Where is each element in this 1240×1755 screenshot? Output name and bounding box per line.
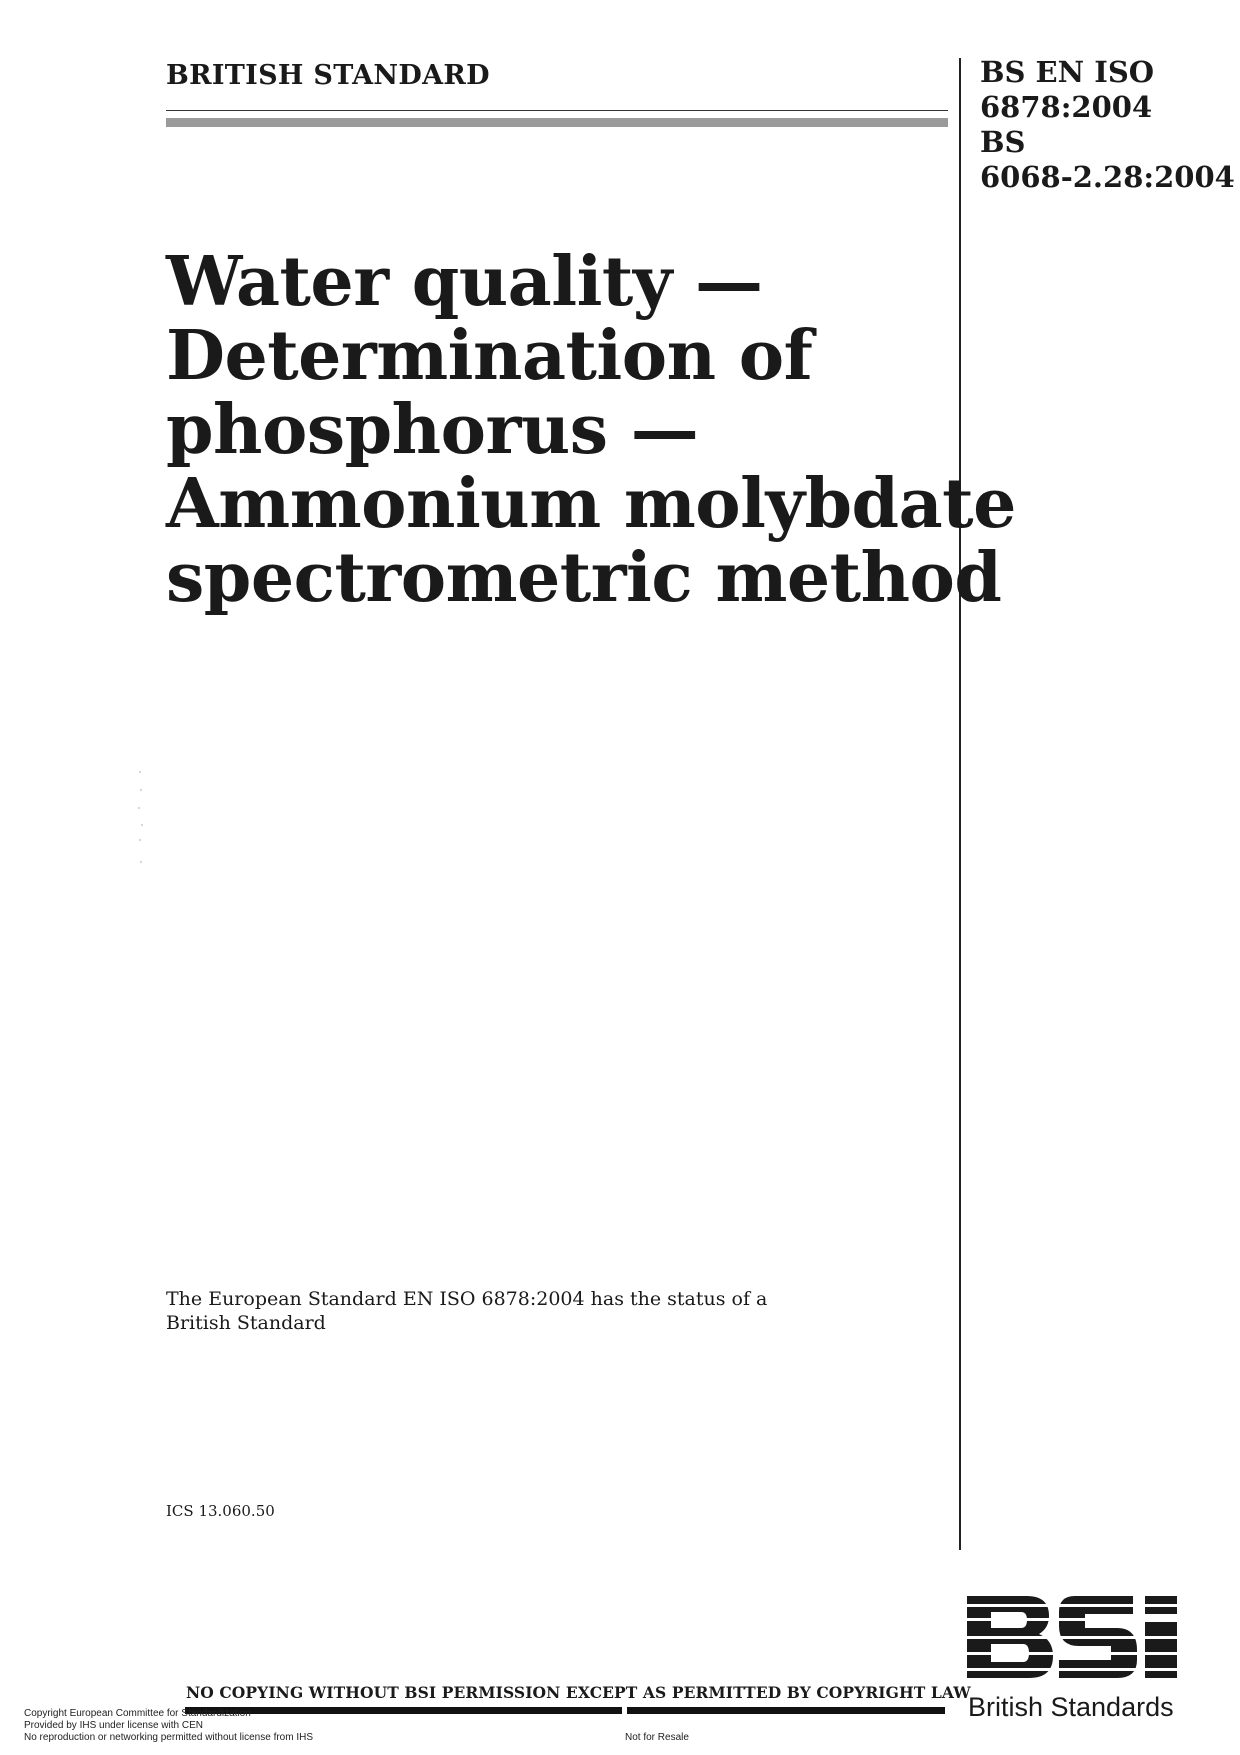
title-line: Water quality — xyxy=(166,242,763,322)
fine-print-line: Provided by IHS under license with CEN xyxy=(24,1720,203,1731)
fine-print-line: Copyright European Committee for Standardization xyxy=(24,1708,251,1719)
header-divider-thin xyxy=(166,110,948,111)
doc-number-line: BS xyxy=(980,125,1026,159)
title-line: Ammonium molybdate xyxy=(166,464,1016,544)
resale-notice: Not for Resale xyxy=(625,1732,689,1743)
document-numbers xyxy=(980,55,1235,195)
status-line: British Standard xyxy=(166,1312,326,1334)
status-line: The European Standard EN ISO 6878:2004 has the status of a xyxy=(166,1288,768,1310)
scan-specks xyxy=(138,770,144,870)
doc-number-line: 6068-2.28:2004 xyxy=(980,160,1235,194)
document-title xyxy=(166,242,1016,618)
ics-code: ICS 13.060.50 xyxy=(166,1502,275,1520)
fine-print-line: No reproduction or networking permitted without license from IHS xyxy=(24,1732,314,1743)
logo-caption: British Standards xyxy=(968,1692,1174,1722)
bsi-logo xyxy=(965,1590,1185,1686)
title-line: spectrometric method xyxy=(166,538,1002,618)
status-statement xyxy=(166,1287,767,1335)
title-line: phosphorus — xyxy=(166,390,699,470)
doc-number-line: BS EN ISO xyxy=(980,55,1155,89)
title-line: Determination of xyxy=(166,316,813,396)
footer-bar-right xyxy=(627,1707,945,1714)
doc-number-line: 6878:2004 xyxy=(980,90,1153,124)
standard-type-label: BRITISH STANDARD xyxy=(166,60,490,91)
header-divider-thick xyxy=(166,118,948,127)
copyright-notice: NO COPYING WITHOUT BSI PERMISSION EXCEPT AS PERMITTED BY COPYRIGHT LAW xyxy=(186,1683,971,1702)
